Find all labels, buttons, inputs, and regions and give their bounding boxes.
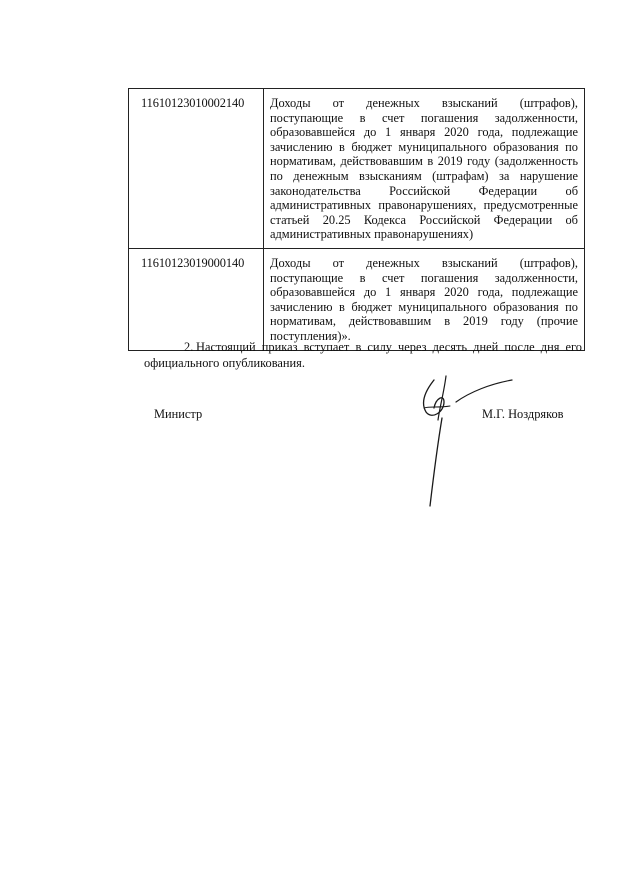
paragraph-number: 2. [184, 340, 194, 354]
signatory-name: М.Г. Ноздряков [482, 407, 564, 421]
income-description: Доходы от денежных взысканий (штрафов), поступающие в счет погашения задолженности, образовавшейся до 1 января 2020 года, подлежащие зачислению в бюджет муниципального образования по нормативам, действовавшим в 2019 году (прочие поступления)». [264, 248, 585, 350]
order-paragraph [144, 339, 582, 371]
paragraph-text: Настоящий приказ вступает в силу через десять дней после дня его официального опубликования. [144, 340, 582, 370]
table-row [129, 248, 585, 350]
classification-code: 11610123010002140 [129, 89, 264, 249]
budget-classification-table [128, 88, 585, 351]
handwritten-signature [404, 372, 524, 512]
table-row [129, 89, 585, 249]
signatory-title: Министр [154, 407, 203, 421]
income-description: Доходы от денежных взысканий (штрафов), поступающие в счет погашения задолженности, образовавшейся до 1 января 2020 года, подлежащие зачислению в бюджет муниципального образования по нормативам, действовавшим в 2019 году (задолженность по денежным взысканиям (штрафам) за нарушение законодательства Российской Федерации об административных правонарушениях, предусмотренные статьей 20.25 Кодекса Российской Федерации об административных правонарушениях) [264, 89, 585, 249]
classification-code: 11610123019000140 [129, 248, 264, 350]
